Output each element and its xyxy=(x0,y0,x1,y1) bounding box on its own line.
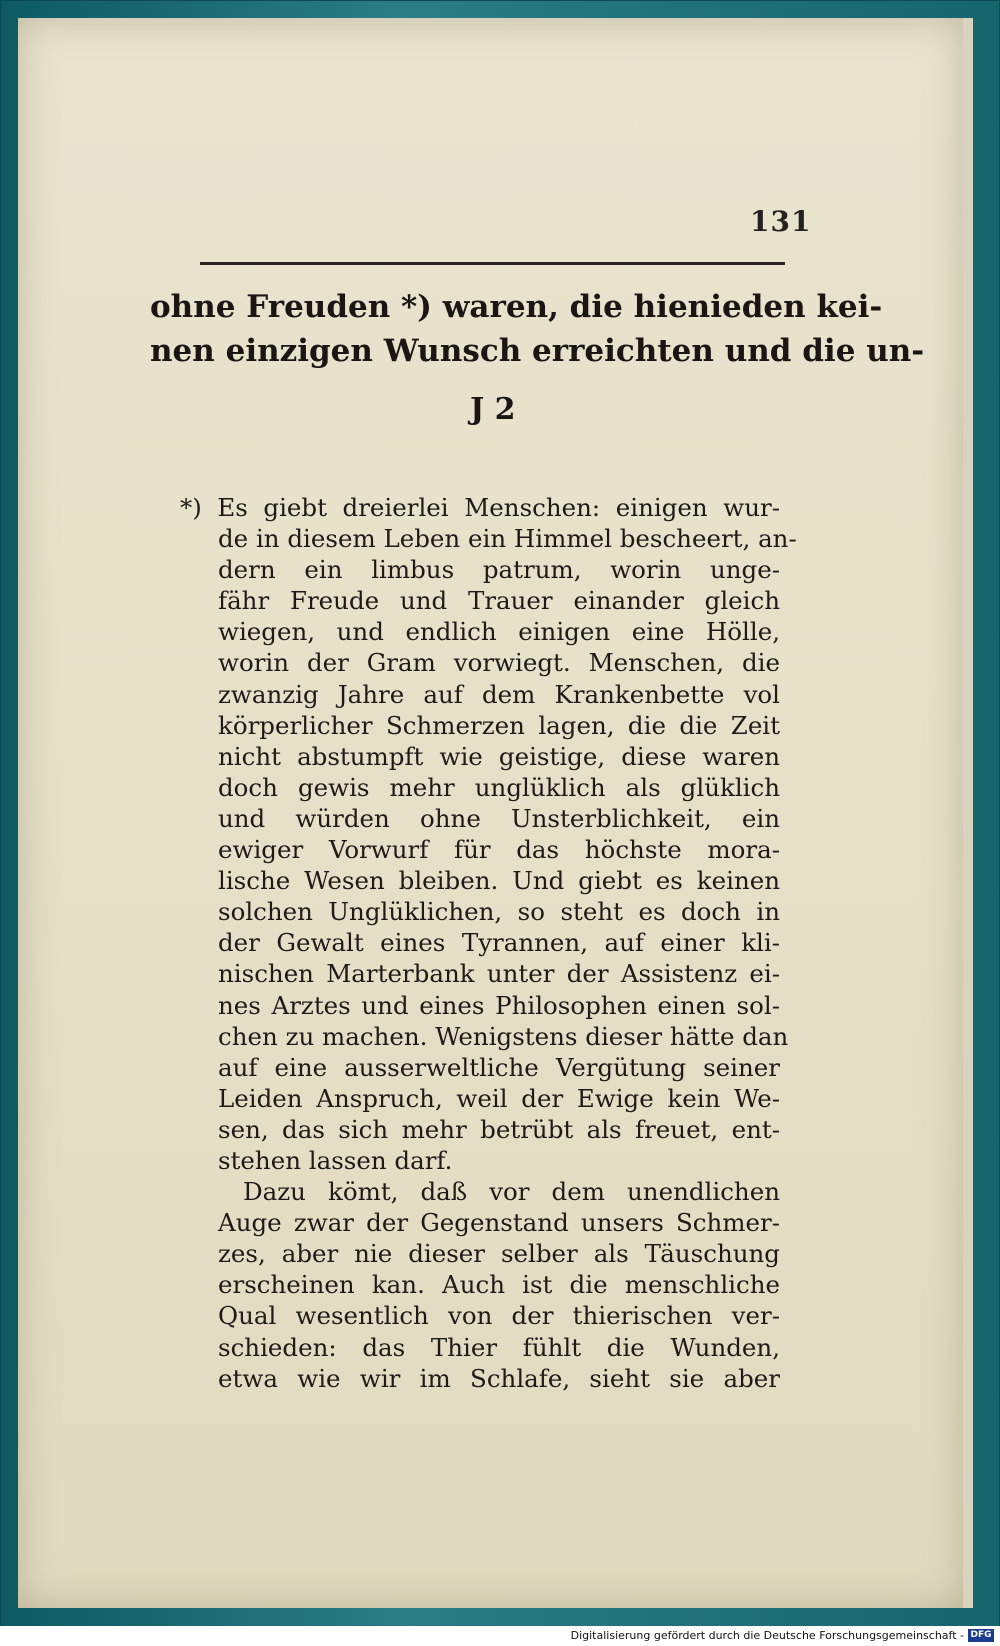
footnote-line: worin der Gram vorwiegt. Menschen, die xyxy=(218,648,780,678)
footnote-line: erscheinen kan. Auch ist die menschliche xyxy=(218,1270,780,1300)
footnote-line: wiegen, und endlich einigen eine Hölle, xyxy=(218,617,780,647)
funding-credit: Digitalisierung gefördert durch die Deutsche Forschungsgemeinschaft - xyxy=(570,1629,964,1642)
footnote-line: der Gewalt eines Tyrannen, auf einer kli- xyxy=(218,928,780,958)
footnote-line: schieden: das Thier fühlt die Wunden, xyxy=(218,1332,780,1362)
footnote-line: etwa wie wir im Schlafe, sieht sie aber xyxy=(218,1363,780,1393)
footnote-line: und würden ohne Unsterblichkeit, ein xyxy=(218,803,780,833)
footnote-line: nes Arztes und eines Philosophen einen sol- xyxy=(218,990,780,1020)
footnote-line: zes, aber nie dieser selber als Täuschung xyxy=(218,1239,780,1269)
footnote-line: Qual wesentlich von der thierischen ver- xyxy=(218,1301,780,1331)
footnote-line: auf eine ausserweltliche Vergütung seiner xyxy=(218,1052,780,1082)
header-rule xyxy=(200,262,785,265)
page-number: 131 xyxy=(750,205,812,238)
dfg-logo: DFG xyxy=(968,1629,994,1642)
footnote-line: nischen Marterbank unter der Assistenz ei- xyxy=(218,959,780,989)
footnote-line: fähr Freude und Trauer einander gleich xyxy=(218,586,780,616)
footnote-line: doch gewis mehr unglüklich als glüklich xyxy=(218,772,780,802)
footnote-line: zwanzig Jahre auf dem Krankenbette vol xyxy=(218,679,780,709)
footnote-line: körperlicher Schmerzen lagen, die die Zeit xyxy=(218,710,780,740)
footnote-line: nicht abstumpft wie geistige, diese waren xyxy=(218,741,780,771)
footnote-line: sen, das sich mehr betrübt als freuet, ent- xyxy=(218,1114,780,1144)
footnote xyxy=(180,492,797,1394)
footnote-line: *) Es giebt dreierlei Menschen: einigen wur- xyxy=(180,493,780,522)
main-text-line: nen einzigen Wunsch erreichten und die un- xyxy=(150,333,925,369)
footnote-line: Auge zwar der Gegenstand unsers Schmer- xyxy=(218,1208,780,1238)
footnote-line: Dazu kömt, daß vor dem unendlichen xyxy=(243,1177,780,1207)
footnote-line: stehen lassen darf. xyxy=(218,1145,453,1175)
footnote-line: solchen Unglüklichen, so steht es doch in xyxy=(218,897,780,927)
footnote-line: de in diesem Leben ein Himmel bescheert, an- xyxy=(218,524,797,554)
footnote-line: dern ein limbus patrum, worin unge- xyxy=(218,555,780,585)
main-text xyxy=(150,285,925,373)
footnote-line: ewiger Vorwurf für das höchste mora- xyxy=(218,835,780,865)
signature-mark: J 2 xyxy=(470,392,516,427)
footnote-line: Leiden Anspruch, weil der Ewige kein We- xyxy=(218,1083,780,1113)
main-text-line: ohne Freuden *) waren, die hienieden kei- xyxy=(150,289,883,325)
footnote-line: chen zu machen. Wenigstens dieser hätte dan xyxy=(218,1021,789,1051)
footnote-line: lische Wesen bleiben. Und giebt es keinen xyxy=(218,866,780,896)
